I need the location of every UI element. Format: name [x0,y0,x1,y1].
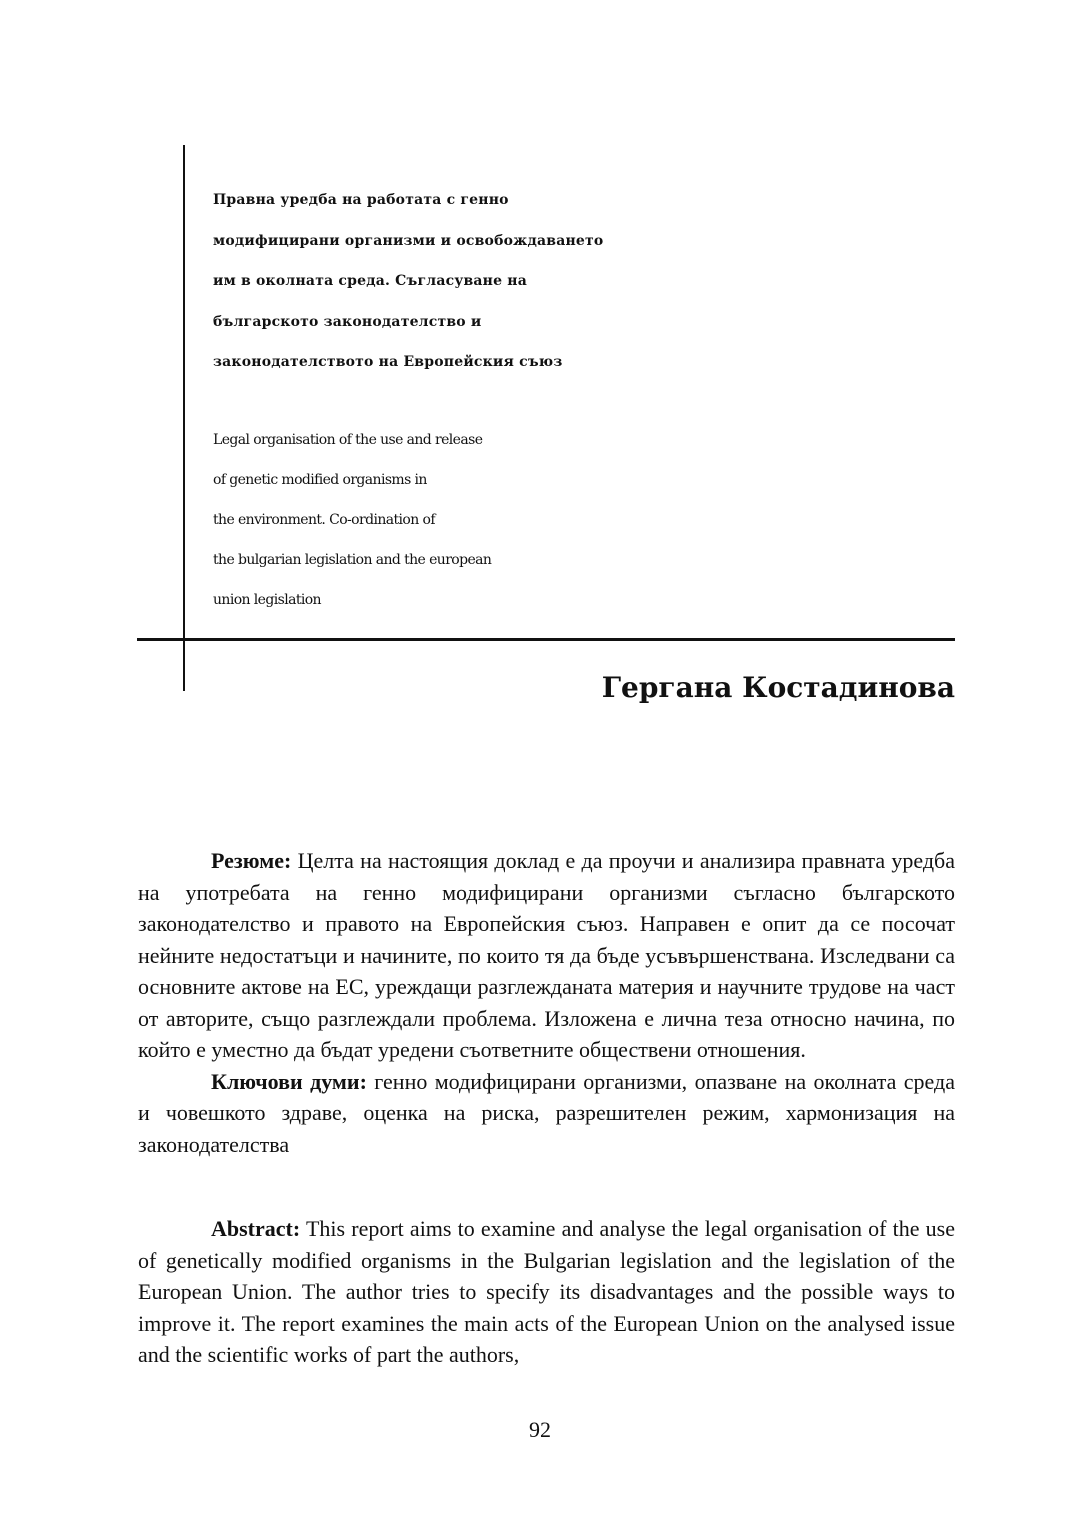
resume-paragraph [138,845,955,1066]
title-bg-line: законодателството на Европейския съюз [213,354,563,370]
page-number: 92 [529,1417,551,1442]
abstract-paragraph [138,1213,955,1371]
title-en-line: the bulgarian legislation and the european [213,552,492,568]
vertical-rule [183,145,185,691]
abstract-label: Abstract: [211,1216,301,1241]
keywords-text: генно модифицирани организми, опазване на околната среда и човешкото здраве, оценка на риска, разрешителен режим, хармонизация на законодателства [138,1068,955,1157]
title-bulgarian [213,180,973,383]
title-en-line: of genetic modified organisms in [213,472,427,488]
abstract-text: This report aims to examine and analyse the legal organisation of the use of genetically modified organisms in the Bulgarian legislation and the legislation of the European Union. The author tries to specify its disadvantages and the possible ways to improve it. The report examines the main acts of the European Union on the analysed issue and the scientific works of part the authors, [138,1216,955,1367]
title-bg-line: модифицирани организми и освобождаването [213,232,604,249]
title-en-line: union legislation [213,592,321,608]
title-en-line: the environment. Co-ordination of [213,512,435,528]
keywords-label: Ключови думи: [211,1068,367,1094]
title-bg-line: Правна уредба на работата с генно [213,192,509,208]
title-english [213,420,973,620]
resume-text: Целта на настоящия доклад е да проучи и анализира правната уредба на употребата на генно модифицирани организми съгласно българското законодателство и правото на Европейския съюз. Направен е опит да се посочат нейните недостатъци и начините, по които тя да бъде усъвършенствана. Изследвани са основните актове на ЕС, уреждащи разглежданата материя и научните трудове на част от авторите, също разглеждали проблема. Изложена е лична теза относно начина, по който е уместно да бъдат уредени съответните обществени отношения. [138,848,955,1062]
resume-section [138,845,955,1160]
title-en-line: Legal organisation of the use and release [213,432,483,448]
title-bg-line: им в околната среда. Съгласуване на [213,273,528,289]
title-bg-line: българското законодателство и [213,313,482,330]
horizontal-rule [137,638,955,641]
keywords-paragraph [138,1066,955,1161]
author-name: Гергана Костадинова [601,671,955,704]
resume-label: Резюме: [211,848,292,873]
abstract-section [138,1213,955,1371]
